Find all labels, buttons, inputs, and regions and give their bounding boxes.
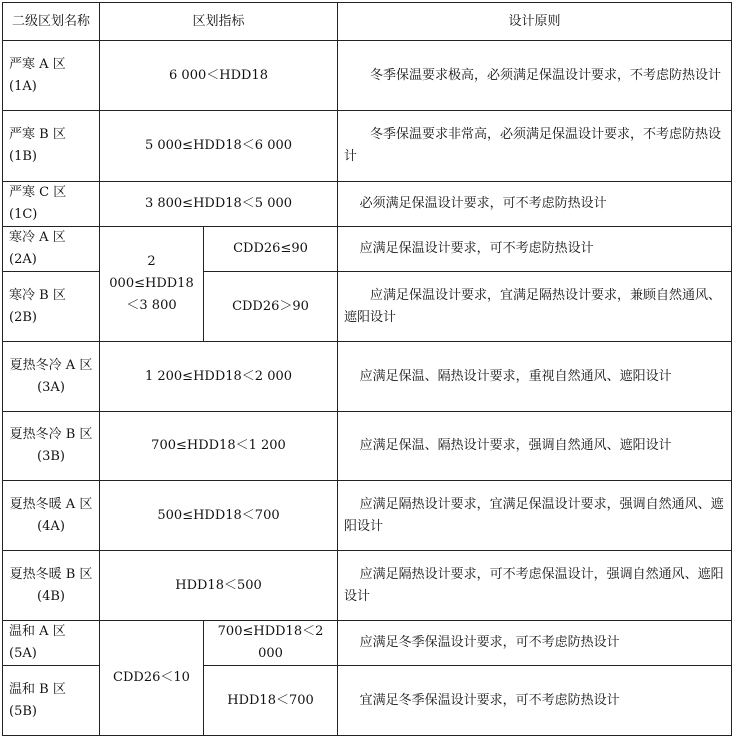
zone-principle: 应满足冬季保温设计要求，可不考虑防热设计 — [338, 621, 732, 666]
zone-index-shared: CDD26＜10 — [100, 621, 204, 736]
zone-name: 夏热冬冷 A 区(3A) — [3, 342, 100, 412]
zone-name: 严寒 A 区(1A) — [3, 41, 100, 111]
zone-index: 5 000≤HDD18＜6 000 — [100, 111, 338, 182]
zone-name: 严寒 C 区(1C) — [3, 182, 100, 227]
table-row — [3, 481, 732, 551]
zone-principle: 应满足保温设计要求，可不考虑防热设计 — [338, 227, 732, 272]
zone-index: 500≤HDD18＜700 — [100, 481, 338, 551]
table-row — [3, 111, 732, 182]
table-row — [3, 621, 732, 666]
header-row — [3, 3, 732, 41]
zone-principle: 应满足隔热设计要求，可不考虑保温设计，强调自然通风、遮阳设计 — [338, 551, 732, 621]
zone-name: 夏热冬冷 B 区(3B) — [3, 412, 100, 481]
zone-index-sub: HDD18＜700 — [204, 666, 338, 736]
zone-name: 寒冷 B 区(2B) — [3, 272, 100, 342]
zone-index: HDD18＜500 — [100, 551, 338, 621]
zone-name: 温和 B 区(5B) — [3, 666, 100, 736]
zone-name: 夏热冬暖 B 区(4B) — [3, 551, 100, 621]
header-index: 区划指标 — [100, 3, 338, 41]
table-row — [3, 182, 732, 227]
table-row — [3, 41, 732, 111]
zone-index-sub: CDD26＞90 — [204, 272, 338, 342]
zone-principle: 应满足保温、隔热设计要求，强调自然通风、遮阳设计 — [338, 412, 732, 481]
zone-index-sub: CDD26≤90 — [204, 227, 338, 272]
zone-principle: 必须满足保温设计要求，可不考虑防热设计 — [338, 182, 732, 227]
table-row — [3, 342, 732, 412]
zone-index-sub: 700≤HDD18＜2 000 — [204, 621, 338, 666]
zone-name: 温和 A 区(5A) — [3, 621, 100, 666]
table-row — [3, 551, 732, 621]
table-row — [3, 227, 732, 272]
climate-zoning-table — [2, 2, 732, 736]
zone-principle: 应满足保温设计要求，宜满足隔热设计要求，兼顾自然通风、遮阳设计 — [338, 272, 732, 342]
zone-principle: 应满足隔热设计要求，宜满足保温设计要求，强调自然通风、遮阳设计 — [338, 481, 732, 551]
zone-principle: 冬季保温要求非常高，必须满足保温设计要求，不考虑防热设计 — [338, 111, 732, 182]
zone-principle: 应满足保温、隔热设计要求，重视自然通风、遮阳设计 — [338, 342, 732, 412]
zone-principle: 宜满足冬季保温设计要求，可不考虑防热设计 — [338, 666, 732, 736]
zone-principle: 冬季保温要求极高，必须满足保温设计要求，不考虑防热设计 — [338, 41, 732, 111]
table-row — [3, 412, 732, 481]
zone-index: 3 800≤HDD18＜5 000 — [100, 182, 338, 227]
zone-name: 严寒 B 区(1B) — [3, 111, 100, 182]
zone-index: 700≤HDD18＜1 200 — [100, 412, 338, 481]
header-principle: 设计原则 — [338, 3, 732, 41]
zone-index: 1 200≤HDD18＜2 000 — [100, 342, 338, 412]
zone-name: 夏热冬暖 A 区(4A) — [3, 481, 100, 551]
zone-name: 寒冷 A 区(2A) — [3, 227, 100, 272]
zone-index: 6 000＜HDD18 — [100, 41, 338, 111]
zone-index-shared: 2 000≤HDD18＜3 800 — [100, 227, 204, 342]
header-zone-name: 二级区划名称 — [3, 3, 100, 41]
